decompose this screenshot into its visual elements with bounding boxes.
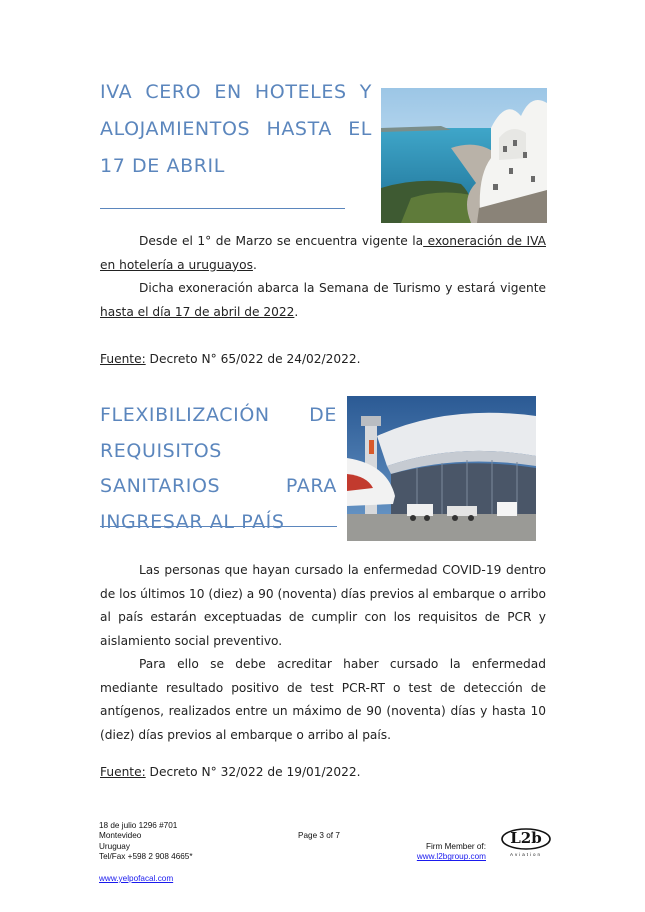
source-label: Fuente: (100, 352, 146, 366)
l2bgroup-link[interactable]: www.l2bgroup.com (416, 852, 486, 862)
section-title-iva: IVA CERO EN HOTELES Y ALOJAMIENTOS HASTA EL 17 DE ABRIL (100, 81, 372, 177)
source-line: Fuente: Decreto N° 65/022 de 24/02/2022. (100, 352, 361, 366)
airport-terminal-photo (347, 396, 536, 541)
iva-exoneration-link[interactable]: exoneración de IVA en hotelería a uruguayos (100, 234, 546, 272)
section1-body (100, 230, 546, 324)
page-number: Page 3 of 7 (298, 831, 340, 840)
l2b-logo (500, 826, 552, 860)
paragraph: Desde el 1° de Marzo se encuentra vigente la exoneración de IVA en hotelería a uruguayos. (100, 234, 546, 272)
source-line: Fuente: Decreto N° 32/022 de 19/01/2022. (100, 765, 361, 779)
logo-subtext: Aviation (510, 852, 542, 857)
validity-date-link[interactable]: hasta el día 17 de abril de 2022 (100, 304, 295, 319)
section-title-health: FLEXIBILIZACIÓN DE REQUISITOS SANITARIOS PARA INGRESAR AL PAÍS (100, 404, 337, 533)
website-link[interactable]: www.yelpofacal.com (99, 874, 174, 883)
hotel-coast-photo (381, 88, 547, 223)
paragraph: Para ello se debe acreditar haber cursado la enfermedad mediante resultado positivo de test PCR-RT o test de detección de antígenos, realizados entre un máximo de 90 (noventa) días y hasta 10 (diez) días previos al embarque o arribo al país. (100, 657, 546, 742)
paragraph: Dicha exoneración abarca la Semana de Turismo y estará vigente hasta el día 17 de abril de 2022. (100, 281, 546, 319)
paragraph: Las personas que hayan cursado la enfermedad COVID-19 dentro de los últimos 10 (diez) a 90 (noventa) días previos al embarque o arribo al país estarán exceptuadas de cumplir con los requisitos de PCR y aislamiento social preventivo. (100, 563, 546, 648)
logo-text: L2b (510, 829, 542, 847)
footer-address: 18 de julio 1296 #701 Montevideo Uruguay Tel/Fax +598 2 908 4665* (99, 821, 193, 862)
title-underline (100, 526, 337, 527)
firm-member: Firm Member of: www.l2bgroup.com (400, 842, 486, 863)
source-label: Fuente: (100, 765, 146, 779)
section2-body (100, 559, 546, 747)
title-underline (100, 208, 345, 209)
